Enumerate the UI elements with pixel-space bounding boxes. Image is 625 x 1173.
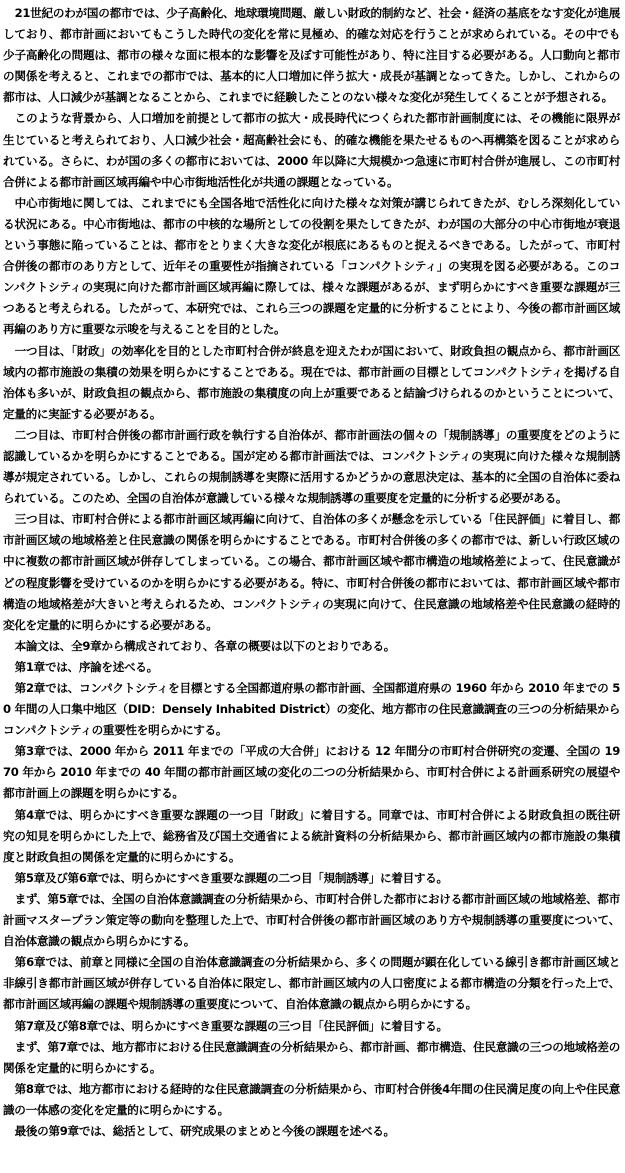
paragraph-chapter-9: 最後の第9章では、総括として、研究成果のまとめと今後の課題を述べる。 <box>14 1123 395 1138</box>
paragraph-background: このような背景から、人口増加を前提として都市の拡大・成長時代につくられた都市計画制度には、その機能に限界が生じていると考えられており、人口減少社会・超高齢社会にも、的確な機能を果たせるものへ再構築を図ることが求められている。さらに、わが国の多くの都市においては、2000 年以降に大規模かつ急速に市町村合併が進展し、この市町村合併による都市計画区域再編や中心市街地活性化が共通の課題となっている。 <box>3 111 620 189</box>
paragraph-chapter-7: まず、第7章では、地方都市における住民意識調査の分析結果から、都市計画、都市構造、住民意識の三つの地域格差の関係を定量的に明らかにする。 <box>3 1039 621 1075</box>
paragraph-issue-finance: 一つ目は、「財政」の効率化を目的とした市町村合併が終息を迎えたわが国において、財政負担の観点から、都市計画区域内の都市施設の集積の効果を明らかにすることである。現在では、都市計画の目標としてコンパクトシティを掲げる自治体も多いが、財政負担の観点から、都市施設の集積度の向上が重要であると結論づけられるのかということについて、定量的に実証する必要がある。 <box>3 343 620 421</box>
paragraph-chapter-2: 第2章では、コンパクトシティを目標とする全国都道府県の都市計画、全国都道府県の 1960 年から 2010 年までの 50 年間の人口集中地区（DID：Densely Inhabited District）の変化、地方都市の住民意識調査の三つの分析結果からコンパクトシティの重要性を明らかにする。 <box>3 681 620 738</box>
paragraph-structure: 本論文は、全9章から構成されており、各章の概要は以下のとおりである。 <box>14 638 396 653</box>
paragraph-chapter-8: 第8章では、地方都市における経時的な住民意識調査の分析結果から、市町村合併後4年間の住民満足度の向上や住民意識の一体感の変化を定量的に明らかにする。 <box>3 1081 620 1117</box>
paragraph-issue-regulation: 二つ目は、市町村合併後の都市計画行政を執行する自治体が、都市計画法の個々の「規制誘導」の重要度をどのように認識しているかを明らかにすることである。国が定める都市計画法では、コンパクトシティの実現に向けた様々な規制誘導が規定されている。しかし、これらの規制誘導を実際に活用するかどうかの意思決定は、基本的に全国の自治体に委ねられている。このため、全国の自治体が意識している様々な規制誘導の重要度を定量的に分析する必要がある。 <box>3 427 620 506</box>
paragraph-chapter-3: 第3章では、2000 年から 2011 年までの「平成の大合併」における 12 年間分の市町村合併研究の変遷、全国の 1970 年から 2010 年までの 40 年間の都市計画区域の変化の二つの分析結果から、市町村合併による計画系研究の展望や都市計画上の課題を明らかにする。 <box>3 744 620 801</box>
paragraph-chapters-7-8: 第7章及び第8章では、明らかにすべき重要な課題の三つ目「住民評価」に着目する。 <box>14 1018 448 1033</box>
paragraph-chapter-5: まず、第5章では、全国の自治体意識調査の分析結果から、市町村合併した都市における都市計画区域の地域格差、都市計画マスタープラン策定等の動向を整理した上で、市町村合併後の都市計画区域のあり方や規制誘導の重要度について、自治体意識の観点から明らかにする。 <box>3 891 621 949</box>
paragraph-intro: 21世紀のわが国の都市では、少子高齢化、地球環境問題、厳しい財政的制約など、社会・経済の基底をなす変化が進展しており、都市計画においてもこうした時代の変化を常に見極め、的確な対応を行うことが求められている。その中でも少子高齢化の問題は、都市の様々な面に根本的な影響を及ぼす可能性があり、特に注目する必要がある。人口動向と都市の関係を考えると、これまでの都市では、基本的に人口増加に伴う拡大・成長が基調となってきた。しかし、これからの都市は、人口減少が基調となることから、これまでに経験したことのない様々な変化が発生してくることが予想される。 <box>3 6 620 105</box>
paragraph-chapters-5-6: 第5章及び第6章では、明らかにすべき重要な課題の二つ目「規制誘導」に着目する。 <box>14 870 448 885</box>
paragraph-chapter-6: 第6章では、前章と同様に全国の自治体意識調査の分析結果から、多くの問題が顕在化している線引き都市計画区域と非線引き都市計画区域が併存している自治体に限定し、都市計画区域内の人口密度による都市構造の分類を行った上で、都市計画区域再編の課題や規制誘導の重要度について、自治体意識の観点から明らかにする。 <box>3 955 620 1012</box>
paragraph-chapter-1: 第1章では、序論を述べる。 <box>14 659 158 674</box>
paragraph-issue-residents: 三つ目は、市町村合併による都市計画区域再編に向けて、自治体の多くが懸念を示している「住民評価」に着目し、都市計画区域の地域格差と住民意識の関係を明らかにすることである。市町村合併後の多くの都市では、新しい行政区域の中に複数の都市計画区域が併存してしまっている。この場合、都市計画区域や都市構造の地域格差によって、住民意識がどの程度影響を受けているのかを明らかにする必要がある。特に、市町村合併後の都市においては、都市計画区域や都市構造の地域格差が大きいと考えられるため、コンパクトシティの実現に向けて、住民意識の地域格差や住民意識の経時的変化を定量的に明らかにする必要がある。 <box>3 512 620 632</box>
paragraph-city-center: 中心市街地に関しては、これまでにも全国各地で活性化に向けた様々な対策が講じられてきたが、むしろ深刻化している状況にある。中心市街地は、都市の中核的な場所としての役割を果たしてきたが、わが国の大部分の中心市街地が衰退という事態に陥っていることは、都市をとりまく大きな変化が根底にあるものと捉えるべきである。したがって、市町村合併後の都市のあり方として、近年その重要性が指摘されている「コンパクトシティ」の実現を図る必要がある。このコンパクトシティの実現に向けた都市計画区域再編に際しては、様々な課題があるが、まず明らかにすべき重要な課題が三つあると考えられる。したがって、本研究では、これら三つの課題を定量的に分析することにより、今後の都市計画区域再編のあり方に重要な示唆を与えることを目的とした。 <box>3 195 620 337</box>
paragraph-chapter-4: 第4章では、明らかにすべき重要な課題の一つ目「財政」に着目する。同章では、市町村合併による財政負担の既往研究の知見を明らかにした上で、総務省及び国土交通省による統計資料の分析結果から、都市計画区域内の都市施設の集積度と財政負担の関係を定量的に明らかにする。 <box>3 807 620 864</box>
